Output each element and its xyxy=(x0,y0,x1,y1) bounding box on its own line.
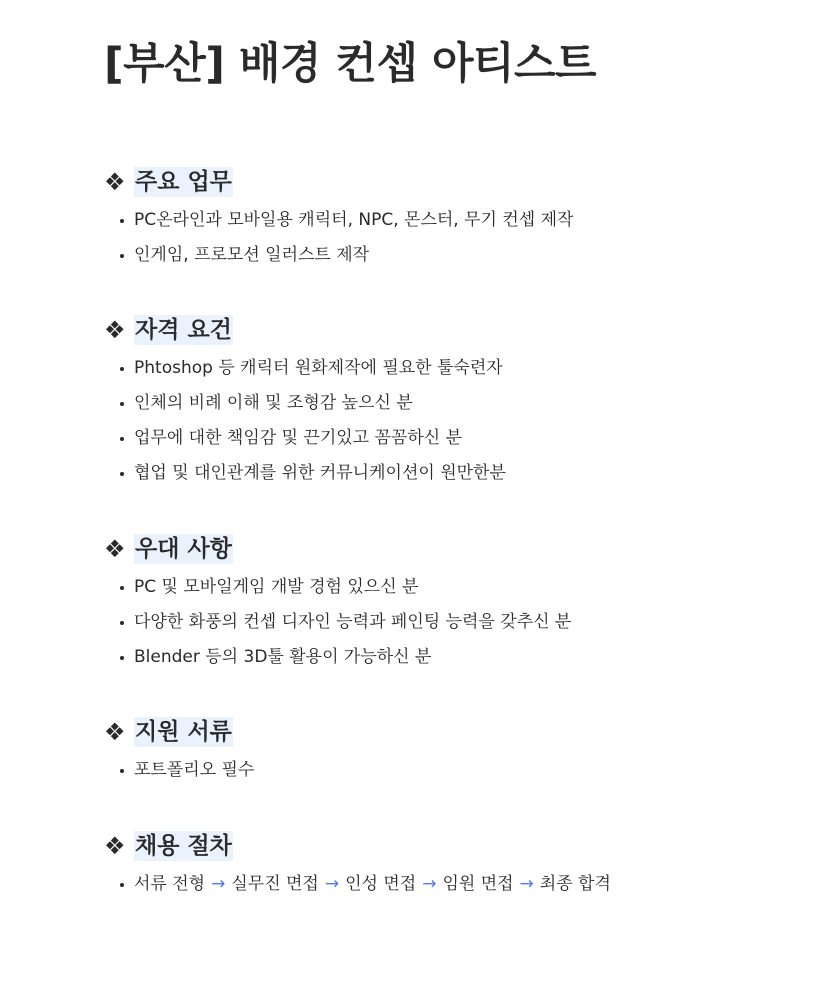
list-item xyxy=(104,605,571,640)
section-documents xyxy=(104,717,254,788)
list-item-text: Phtoshop 등 캐릭터 원화제작에 필요한 툴숙련자 xyxy=(134,358,503,378)
bullet-icon xyxy=(120,472,124,476)
bullet-icon xyxy=(120,586,124,590)
list-item xyxy=(104,570,571,605)
bullet-icon xyxy=(120,883,124,887)
bullet-icon xyxy=(120,367,124,371)
bullet-icon xyxy=(120,621,124,625)
list-item xyxy=(104,753,254,788)
arrow-right-icon: → xyxy=(422,874,437,894)
list-item-text: 포트폴리오 필수 xyxy=(134,760,255,780)
list-item-text: 업무에 대한 책임감 및 끈기있고 꼼꼼하신 분 xyxy=(134,428,463,448)
bullet-icon xyxy=(120,402,124,406)
process-step: 최종 합격 xyxy=(539,874,611,894)
section-heading-text: 지원 서류 xyxy=(135,719,232,745)
list-item-text: 다양한 화풍의 컨셉 디자인 능력과 페인팅 능력을 갖추신 분 xyxy=(134,612,572,632)
list-item-text: 인게임, 프로모션 일러스트 제작 xyxy=(134,245,370,265)
list-item-text: 협업 및 대인관계를 위한 커뮤니케이션이 원만한분 xyxy=(134,463,506,483)
section-heading xyxy=(104,167,573,197)
arrow-right-icon: → xyxy=(211,874,226,894)
list-item-text: PC 및 모바일게임 개발 경험 있으신 분 xyxy=(134,577,419,597)
arrow-right-icon: → xyxy=(519,874,534,894)
section-preferred xyxy=(104,534,571,675)
bullet-icon xyxy=(120,437,124,441)
item-list xyxy=(104,203,573,273)
process-steps xyxy=(104,867,611,902)
bullet-icon xyxy=(120,656,124,660)
list-item xyxy=(104,351,506,386)
section-heading-text: 자격 요건 xyxy=(135,317,232,343)
item-list xyxy=(104,351,506,491)
section-heading xyxy=(104,717,254,747)
list-item xyxy=(104,386,506,421)
item-list xyxy=(104,753,254,788)
page-title: [부산] 배경 컨셉 아티스트 xyxy=(104,39,597,89)
section-main-duties xyxy=(104,167,573,273)
process-step: 서류 전형 xyxy=(134,874,206,894)
list-item-text: Blender 등의 3D툴 활용이 가능하신 분 xyxy=(134,647,432,667)
section-heading-text: 주요 업무 xyxy=(135,169,232,195)
bullet-icon xyxy=(120,219,124,223)
diamond-cluster-icon: ❖ xyxy=(104,718,126,746)
section-hiring-process xyxy=(104,831,611,902)
process-step: 임원 면접 xyxy=(442,874,514,894)
item-list xyxy=(104,570,571,675)
section-heading xyxy=(104,831,611,861)
section-qualifications xyxy=(104,315,506,491)
section-heading-text: 채용 절차 xyxy=(135,833,232,859)
list-item xyxy=(104,238,573,273)
process-step: 실무진 면접 xyxy=(231,874,319,894)
list-item xyxy=(104,640,571,675)
list-item xyxy=(104,456,506,491)
section-heading xyxy=(104,534,571,564)
section-heading xyxy=(104,315,506,345)
diamond-cluster-icon: ❖ xyxy=(104,168,126,196)
bullet-icon xyxy=(120,769,124,773)
diamond-cluster-icon: ❖ xyxy=(104,316,126,344)
diamond-cluster-icon: ❖ xyxy=(104,535,126,563)
diamond-cluster-icon: ❖ xyxy=(104,832,126,860)
list-item-text: PC온라인과 모바일용 캐릭터, NPC, 몬스터, 무기 컨셉 제작 xyxy=(134,210,574,230)
process-step: 인성 면접 xyxy=(345,874,417,894)
item-list xyxy=(104,867,611,902)
list-item xyxy=(104,203,573,238)
section-heading-text: 우대 사항 xyxy=(135,536,232,562)
list-item xyxy=(104,421,506,456)
bullet-icon xyxy=(120,254,124,258)
arrow-right-icon: → xyxy=(324,874,340,894)
list-item-text: 인체의 비례 이해 및 조형감 높으신 분 xyxy=(134,393,413,413)
